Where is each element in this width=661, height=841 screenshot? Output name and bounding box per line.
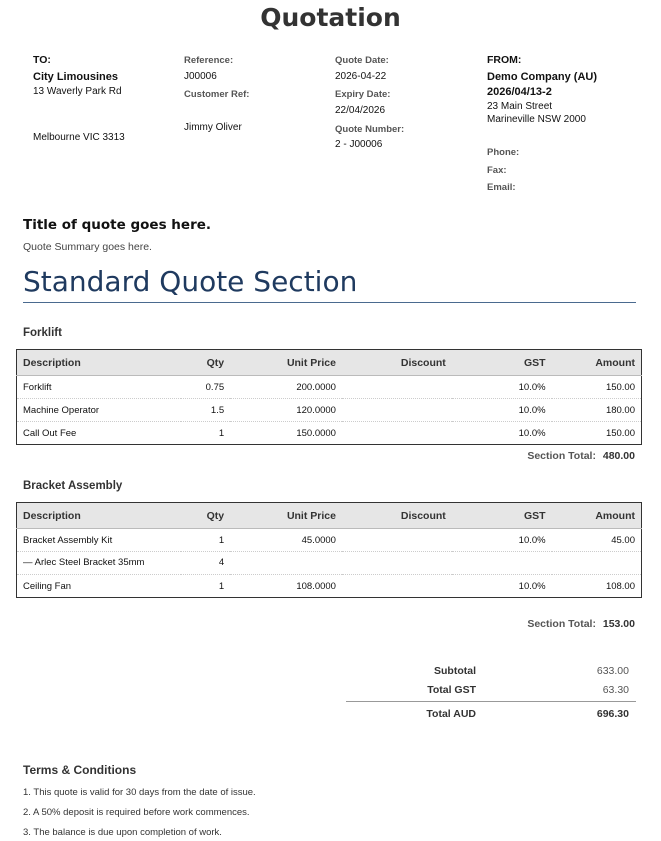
col-description: Description (17, 503, 182, 529)
col-description: Description (17, 350, 182, 376)
total-gst-row (346, 680, 636, 699)
email-label: Email: (487, 182, 516, 194)
quote-number-label: Quote Number: (335, 123, 405, 135)
terms-item: 3. The balance is due upon completion of work. (23, 827, 222, 838)
cell-amount: 150.00 (605, 427, 635, 439)
cell-description: Call Out Fee (23, 427, 77, 439)
section-heading: Standard Quote Section (23, 265, 636, 303)
cell-unit-price: 150.0000 (296, 427, 336, 439)
cell-discount (342, 552, 452, 575)
cell-amount (552, 552, 642, 575)
cell-discount (342, 399, 452, 422)
cell-amount: 108.00 (605, 580, 635, 592)
grand-total-row (346, 701, 636, 725)
reference-value: J00006 (184, 70, 217, 82)
quote-date-label: Quote Date: (335, 55, 389, 66)
quote-date: 2026-04-22 (335, 70, 387, 82)
cell-amount: 180.00 (552, 399, 642, 422)
section-total-label: Section Total: (527, 450, 596, 462)
expiry-date-label: Expiry Date: (335, 89, 391, 101)
quote-number: 2 - J00006 (335, 139, 383, 151)
cell-qty: 1.5 (181, 399, 230, 422)
total-gst-value: 63.30 (602, 683, 629, 696)
table-subrow (17, 552, 642, 575)
cell-description: Bracket Assembly Kit (17, 529, 182, 552)
company-address-line1: 23 Main Street (487, 100, 553, 112)
document-title: Quotation (260, 3, 401, 32)
cell-gst (452, 552, 552, 575)
customer-contact: Jimmy Oliver (184, 122, 242, 134)
col-discount: Discount (342, 503, 452, 529)
dates-block (335, 55, 475, 152)
col-gst: GST (452, 503, 552, 529)
group-title-forklift: Forklift (23, 327, 62, 339)
cell-unit-price (230, 552, 342, 575)
totals-block (346, 661, 636, 725)
cell-qty: 0.75 (181, 376, 230, 399)
fax-label: Fax: (487, 164, 507, 176)
table-row (17, 529, 642, 552)
cell-gst: 10.0% (452, 529, 552, 552)
cell-discount (342, 376, 452, 399)
cell-qty: 1 (218, 580, 225, 592)
section-total-forklift (527, 450, 635, 462)
cell-qty: 1 (181, 529, 230, 552)
cell-discount (342, 529, 452, 552)
company-code: 2026/04/13-2 (487, 86, 552, 99)
terms-title: Terms & Conditions (23, 763, 137, 777)
cell-gst: 10.0% (518, 580, 546, 592)
company-name: Demo Company (AU) (487, 71, 598, 84)
from-block (487, 53, 647, 195)
table-row (17, 575, 642, 598)
group-title-bracket-assembly: Bracket Assembly (23, 480, 123, 492)
col-amount: Amount (552, 350, 642, 376)
phone-label: Phone: (487, 146, 520, 158)
section-total-bracket-assembly (527, 618, 635, 630)
total-gst-label: Total GST (427, 683, 476, 696)
subtotal-row (346, 661, 636, 680)
cell-component-description: — Arlec Steel Bracket 35mm (17, 552, 182, 575)
table-row (17, 422, 642, 445)
cell-description: Machine Operator (17, 399, 182, 422)
to-label: TO: (33, 54, 51, 66)
table-row (17, 376, 642, 399)
cell-unit-price: 120.0000 (230, 399, 342, 422)
customer-ref-label: Customer Ref: (184, 89, 250, 101)
cell-unit-price: 45.0000 (230, 529, 342, 552)
cell-amount: 45.00 (552, 529, 642, 552)
cell-unit-price: 200.0000 (230, 376, 342, 399)
subtotal-label: Subtotal (434, 664, 476, 677)
cell-gst: 10.0% (452, 399, 552, 422)
grand-total-label: Total AUD (426, 707, 476, 720)
cell-discount (342, 575, 452, 598)
col-qty: Qty (181, 503, 230, 529)
terms-item: 2. A 50% deposit is required before work commences. (23, 807, 250, 818)
reference-block (184, 55, 324, 135)
col-gst: GST (452, 350, 552, 376)
section-total-value: 153.00 (602, 618, 635, 630)
section-total-value: 480.00 (602, 450, 635, 462)
col-unit-price: Unit Price (230, 503, 342, 529)
subtotal-value: 633.00 (596, 664, 629, 677)
section-total-label: Section Total: (527, 618, 596, 630)
col-discount: Discount (342, 350, 452, 376)
table-header-row (17, 503, 642, 529)
quote-summary: Quote Summary goes here. (23, 241, 152, 253)
cell-qty: 1 (218, 427, 225, 439)
table-row (17, 399, 642, 422)
to-block (33, 53, 178, 144)
customer-address-line1: 13 Waverly Park Rd (33, 86, 122, 98)
cell-discount (342, 422, 452, 445)
customer-name: City Limousines (33, 71, 118, 84)
expiry-date: 22/04/2026 (335, 105, 386, 117)
cell-gst: 10.0% (518, 427, 546, 439)
col-unit-price: Unit Price (230, 350, 342, 376)
cell-amount: 150.00 (552, 376, 642, 399)
col-qty: Qty (181, 350, 230, 376)
cell-gst: 10.0% (452, 376, 552, 399)
table-header-row (17, 350, 642, 376)
cell-unit-price: 108.0000 (296, 580, 336, 592)
reference-label: Reference: (184, 55, 234, 66)
terms-list (23, 787, 256, 841)
company-address-line2: Marineville NSW 2000 (487, 114, 586, 126)
col-amount: Amount (552, 503, 642, 529)
from-label: FROM: (487, 54, 522, 66)
customer-address-line2: Melbourne VIC 3313 (33, 131, 125, 143)
grand-total-value: 696.30 (596, 707, 629, 720)
cell-description: Forklift (17, 376, 182, 399)
line-items-table-forklift (16, 349, 642, 445)
quote-title: Title of quote goes here. (23, 217, 212, 233)
line-items-table-bracket-assembly (16, 502, 642, 598)
cell-qty: 4 (181, 552, 230, 575)
cell-description: Ceiling Fan (23, 580, 72, 592)
terms-item: 1. This quote is valid for 30 days from the date of issue. (23, 787, 256, 798)
